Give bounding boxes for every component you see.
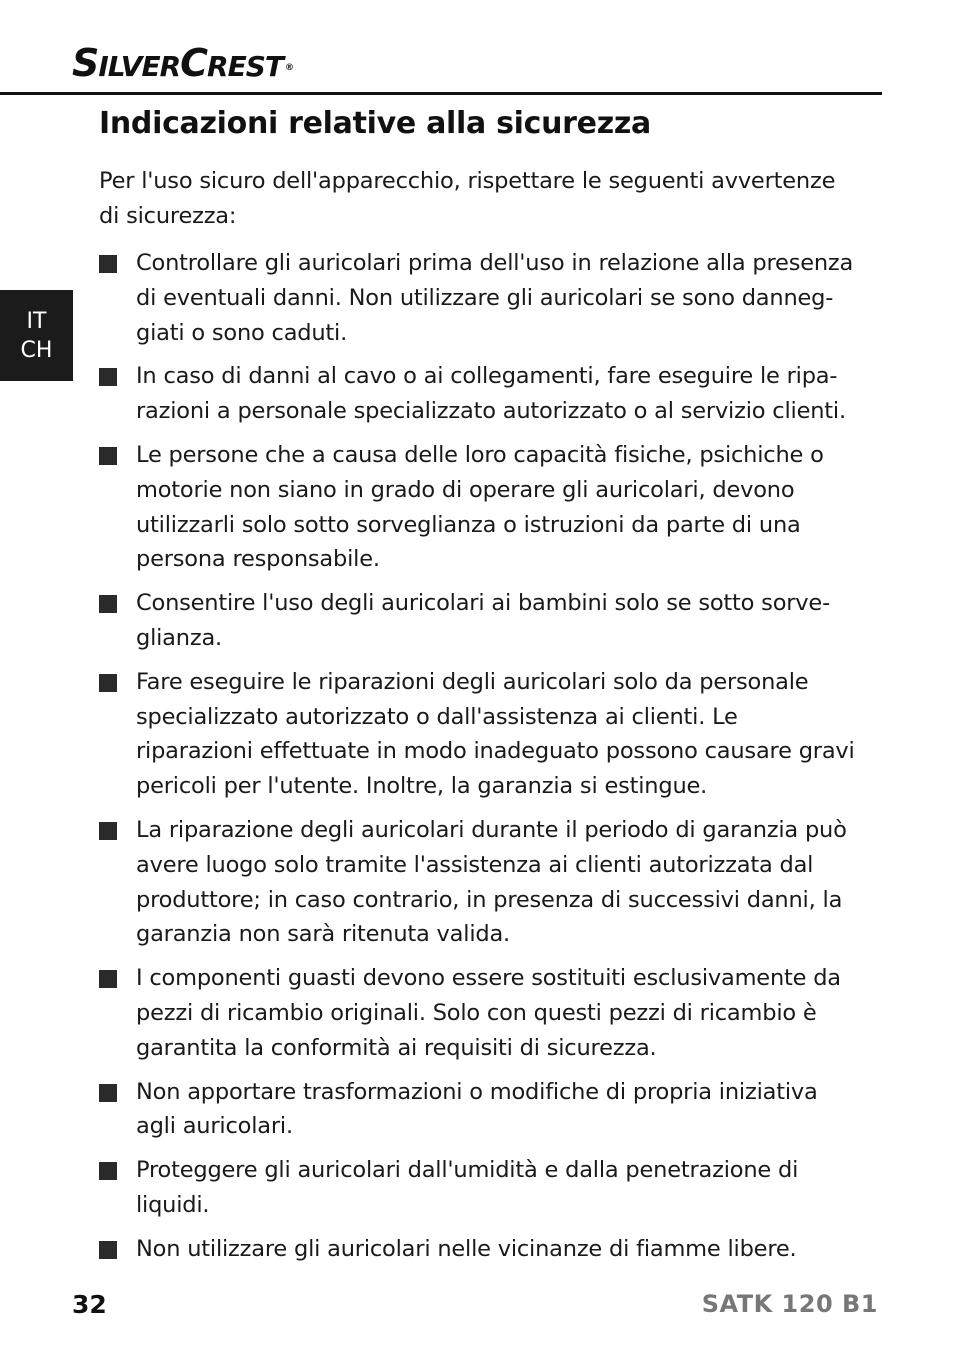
list-item-text: Proteggere gli auricolari dall'umidità e dalla penetrazione di liquidi.	[136, 1157, 799, 1218]
list-item	[99, 961, 859, 1065]
list-item	[99, 1075, 859, 1145]
bullet-square-icon	[99, 1162, 117, 1180]
language-code-it: IT	[26, 309, 47, 334]
list-item	[99, 1153, 859, 1223]
bullet-square-icon	[99, 970, 117, 988]
language-tab	[0, 290, 73, 381]
logo-text-rest: REST	[207, 50, 283, 83]
bullet-square-icon	[99, 822, 117, 840]
list-item-text: Le persone che a causa delle loro capacità fisiche, psichiche o motorie non siano in grado di operare gli auricolari, devono utilizzarli solo sotto sorveglianza o istruzioni da parte di una persona responsabile.	[136, 441, 824, 573]
model-number: SATK 120 B1	[701, 1290, 878, 1318]
brand-logo	[72, 41, 293, 85]
list-item-text: Non apportare trasformazioni o modifiche di propria iniziativa agli auricolari.	[136, 1078, 818, 1140]
list-item	[99, 246, 859, 350]
bullet-square-icon	[99, 595, 117, 613]
list-item	[99, 359, 859, 429]
registered-mark: ®	[284, 62, 293, 73]
logo-initial-s: S	[72, 41, 99, 85]
list-item-text: Consentire l'uso degli auricolari ai bambini solo se sotto sorve-glianza.	[136, 590, 830, 651]
logo-text-ilver: ILVER	[98, 50, 181, 83]
page-number: 32	[72, 1290, 107, 1319]
list-item-text: Controllare gli auricolari prima dell'uso in relazione alla presenza di eventuali danni. Non utilizzare gli auricolari se sono danneg-giati o sono caduti.	[136, 250, 854, 346]
list-item	[99, 1232, 859, 1267]
header-divider	[0, 92, 882, 95]
bullet-square-icon	[99, 1084, 117, 1102]
list-item-text: La riparazione degli auricolari durante il periodo di garanzia può avere luogo solo tramite l'assistenza ai clienti autorizzata dal produttore; in caso contrario, in presenza di successivi danni, la garanzia non sarà ritenuta valida.	[136, 816, 847, 948]
section-title: Indicazioni relative alla sicurezza	[99, 106, 651, 141]
bullet-square-icon	[99, 674, 117, 692]
list-item-text: Fare eseguire le riparazioni degli auricolari solo da personale specializzato autorizzato o dall'assistenza ai clienti. Le riparazioni effettuate in modo inadeguato possono causare gravi pericoli per l'utente. Inoltre, la garanzia si estingue.	[136, 668, 855, 800]
safety-list	[99, 246, 859, 1276]
logo-initial-c: C	[180, 41, 208, 85]
country-code-ch: CH	[20, 338, 53, 363]
list-item	[99, 665, 859, 804]
list-item-text: Non utilizzare gli auricolari nelle vicinanze di fiamme libere.	[136, 1235, 797, 1262]
list-item	[99, 813, 859, 952]
intro-paragraph: Per l'uso sicuro dell'apparecchio, rispettare le seguenti avvertenze di sicurezza:	[99, 168, 836, 229]
bullet-square-icon	[99, 255, 117, 273]
bullet-square-icon	[99, 1241, 117, 1259]
bullet-square-icon	[99, 368, 117, 386]
list-item-text: I componenti guasti devono essere sostituiti esclusivamente da pezzi di ricambio originali. Solo con questi pezzi di ricambio è garantita la conformità ai requisiti di sicurezza.	[136, 965, 841, 1061]
list-item	[99, 438, 859, 577]
bullet-square-icon	[99, 447, 117, 465]
list-item	[99, 586, 859, 656]
list-item-text: In caso di danni al cavo o ai collegamenti, fare eseguire le ripa-razioni a personale specializzato autorizzato o al servizio clienti.	[136, 363, 846, 425]
